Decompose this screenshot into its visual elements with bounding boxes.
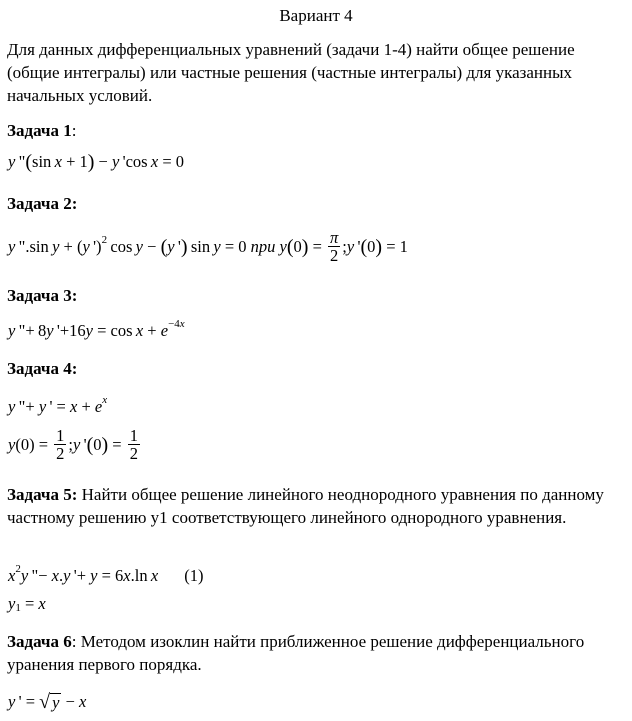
equation-4a: y "+ y ' = x + e x [8,394,108,416]
task-4-label: Задача 4: [7,359,78,378]
variant-title: Вариант 4 [279,6,353,25]
task-5-label: Задача 5: [7,485,78,504]
equation-6: y ' = √ y − x [8,691,87,713]
intro-paragraph: Для данных дифференциальных уравнений (задачи 1-4) найти общее решение (общие интегралы) или частные решения (частные интегралы) для указанных начальных условий. [7,40,575,105]
task-1-heading: Задача 1: [7,121,77,140]
equation-4b: y (0) = $\frac{1}{2}$ ; y ' ( 0 ) = $\frac{1}{2}$ [8,426,138,463]
equation-3: y "+ 8 y '+16 y = cos x + e −4x [8,318,185,340]
task-6-paragraph [7,630,627,676]
equation-5a: x 2 y "− x . y '+ y = 6 x .ln x (1) [8,563,204,585]
task-1-label: Задача 1 [7,121,72,140]
task-5-paragraph [7,483,627,529]
task-6-text: : Методом изоклин найти приближенное решение дифференциального уранения первого порядка. [7,632,585,674]
equation-5b: y 1 = x [8,594,46,614]
equation-5a-number: (1) [184,566,204,585]
task-3-label: Задача 3: [7,286,78,305]
equation-1: y " ( sin x + 1 ) − y 'cos x = 0 [8,150,185,173]
task-5-text: Найти общее решение линейного неоднородного уравнения по данному частному решению y1 соответствующего линейного однородного уравнения. [7,485,604,527]
task-6-label: Задача 6 [7,632,72,651]
task-2-label: Задача 2: [7,194,78,213]
equation-2: y ".sin y + ( y ') 2 cos y − ( y ' ) sin y = 0 при y ( 0 ) = $\frac{\pi}{2}$ ; y ' ( 0 ) = 1 [8,228,408,265]
